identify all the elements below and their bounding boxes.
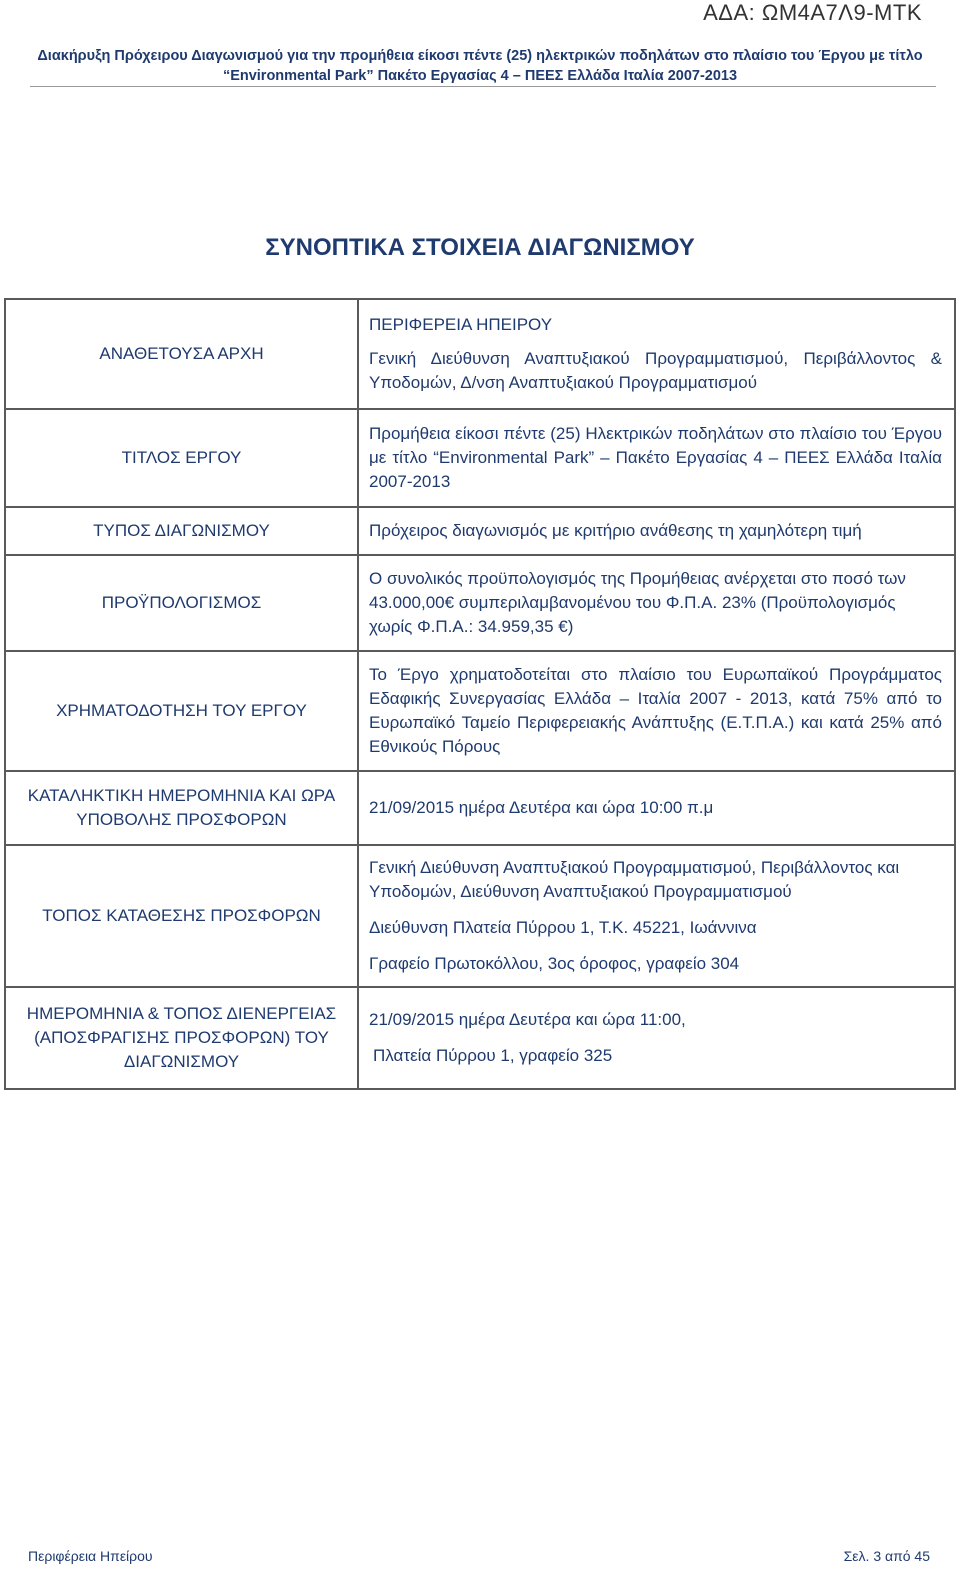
value-paragraph: Ο συνολικός προϋπολογισμός της Προμήθειας ανέρχεται στο ποσό των 43.000,00€ συμπεριλαμβανομένου του Φ.Π.Α. 23% (Προϋπολογισμός χωρίς Φ.Π.Α.: 34.959,35 €) <box>369 569 906 636</box>
value-paragraph: 21/09/2015 ημέρα Δευτέρα και ώρα 11:00, <box>369 1010 686 1029</box>
row-value <box>358 507 955 555</box>
row-value <box>358 987 955 1089</box>
value-paragraph: Το Έργο χρηματοδοτείται στο πλαίσιο του Ευρωπαϊκού Προγράμματος Εδαφικής Συνεργασίας Ελλάδα – Ιταλία 2007 - 2013, κατά 75% από το Ευρωπαϊκό Ταμείο Περιφερειακής Ανάπτυξης (Ε.Τ.Π.Α.) και κατά 25% από Εθνικούς Πόρους <box>369 665 942 756</box>
header-divider <box>30 86 936 87</box>
value-paragraph: Διεύθυνση Πλατεία Πύρρου 1, Τ.Κ. 45221, Ιωάννινα <box>369 918 757 937</box>
table-row <box>5 409 955 507</box>
document-header <box>0 46 960 86</box>
value-paragraph: Προμήθεια είκοσι πέντε (25) Ηλεκτρικών ποδηλάτων στο πλαίσιο του Έργου με τίτλο “Environmental Park” – Πακέτο Εργασίας 4 – ΠΕΕΣ Ελλάδα Ιταλία 2007-2013 <box>369 424 942 491</box>
row-label: ΤΙΤΛΟΣ ΕΡΓΟΥ <box>5 409 358 507</box>
row-label: ΗΜΕΡΟΜΗΝΙΑ & ΤΟΠΟΣ ΔΙΕΝΕΡΓΕΙΑΣ (ΑΠΟΣΦΡΑΓΙΣΗΣ ΠΡΟΣΦΟΡΩΝ) ΤΟΥ ΔΙΑΓΩΝΙΣΜΟΥ <box>5 987 358 1089</box>
row-label: ΤΥΠΟΣ ΔΙΑΓΩΝΙΣΜΟΥ <box>5 507 358 555</box>
value-paragraph: 21/09/2015 ημέρα Δευτέρα και ώρα 10:00 π.μ <box>369 798 714 817</box>
row-label: ΠΡΟΫΠΟΛΟΓΙΣΜΟΣ <box>5 555 358 651</box>
summary-table <box>4 298 956 1090</box>
value-paragraph: Πλατεία Πύρρου 1, γραφείο 325 <box>373 1046 613 1065</box>
footer-organization: Περιφέρεια Ηπείρου <box>28 1548 153 1564</box>
table-row <box>5 651 955 771</box>
value-paragraph: Γραφείο Πρωτοκόλλου, 3ος όροφος, γραφείο 304 <box>369 954 740 973</box>
row-value <box>358 845 955 987</box>
table-row <box>5 771 955 845</box>
table-row <box>5 987 955 1089</box>
row-value <box>358 409 955 507</box>
row-label: ΧΡΗΜΑΤΟΔΟΤΗΣΗ ΤΟΥ ΕΡΓΟΥ <box>5 651 358 771</box>
row-value <box>358 651 955 771</box>
row-value <box>358 555 955 651</box>
header-line-1: Διακήρυξη Πρόχειρου Διαγωνισμού για την προμήθεια είκοσι πέντε (25) ηλεκτρικών ποδηλάτων στο πλαίσιο του Έργου με τίτλο <box>37 48 923 64</box>
value-paragraph: Πρόχειρος διαγωνισμός με κριτήριο ανάθεσης τη χαμηλότερη τιμή <box>369 521 862 540</box>
table-row <box>5 845 955 987</box>
footer-page-number: Σελ. 3 από 45 <box>843 1548 930 1564</box>
row-label: ΑΝΑΘΕΤΟΥΣΑ ΑΡΧΗ <box>5 299 358 409</box>
value-paragraph: Γενική Διεύθυνση Αναπτυξιακού Προγραμματισμού, Περιβάλλοντος και Υποδομών, Διεύθυνση Αναπτυξιακού Προγραμματισμού <box>369 858 900 901</box>
table-row <box>5 507 955 555</box>
row-label: ΤΟΠΟΣ ΚΑΤΑΘΕΣΗΣ ΠΡΟΣΦΟΡΩΝ <box>5 845 358 987</box>
value-paragraph: Γενική Διεύθυνση Αναπτυξιακού Προγραμματισμού, Περιβάλλοντος & Υποδομών, Δ/νση Αναπτυξιακού Προγραμματισμού <box>369 349 942 392</box>
table-row <box>5 299 955 409</box>
row-label: ΚΑΤΑΛΗΚΤΙΚΗ ΗΜΕΡΟΜΗΝΙΑ ΚΑΙ ΩΡΑ ΥΠΟΒΟΛΗΣ ΠΡΟΣΦΟΡΩΝ <box>5 771 358 845</box>
row-value <box>358 299 955 409</box>
header-line-2: “Environmental Park” Πακέτο Εργασίας 4 – ΠΕΕΣ Ελλάδα Ιταλία 2007-2013 <box>222 68 738 84</box>
page-title: ΣΥΝΟΠΤΙΚΑ ΣΤΟΙΧΕΙΑ ΔΙΑΓΩΝΙΣΜΟΥ <box>265 234 695 261</box>
value-paragraph: ΠΕΡΙΦΕΡΕΙΑ ΗΠΕΙΡΟΥ <box>369 315 553 334</box>
table-row <box>5 555 955 651</box>
ada-code: ΑΔΑ: ΩΜ4Α7Λ9-ΜΤΚ <box>703 0 922 25</box>
row-value <box>358 771 955 845</box>
